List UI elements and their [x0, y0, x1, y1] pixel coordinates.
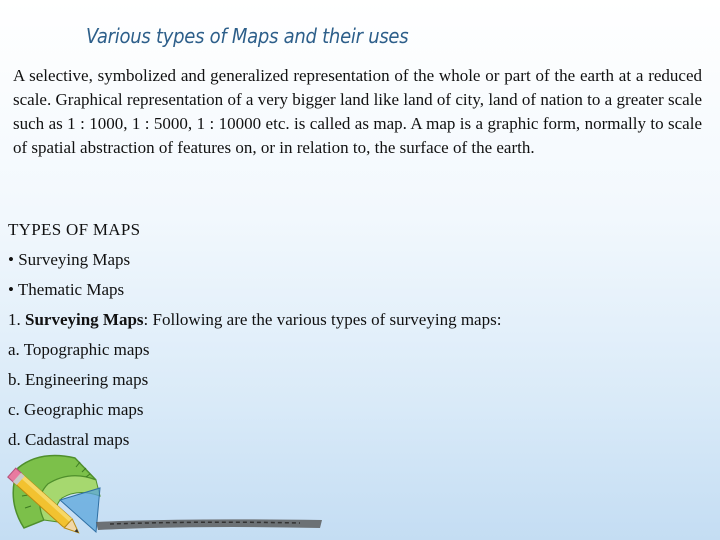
item-number: 1. — [8, 310, 25, 329]
surveying-maps-term: Surveying Maps — [25, 310, 144, 329]
sub-item-engineering: b. Engineering maps — [8, 370, 149, 389]
pencil-ruler-icon — [0, 448, 330, 540]
slide-title: Various types of Maps and their uses — [86, 24, 409, 48]
sub-item-cadastral: d. Cadastral maps — [8, 430, 130, 449]
intro-paragraph: A selective, symbolized and generalized representation of the whole or part of the earth at a reduced scale. Graphical representation of a very bigger land like land of city, land of nation to a greater scale such as 1 : 1000, 1 : 5000, 1 : 10000 etc. is called as map. A map is a graphic form, normally to scale of spatial abstraction of features on, or in relation to, the surface of the earth. — [13, 66, 702, 157]
surveying-maps-line — [8, 305, 708, 335]
map-types-list — [8, 215, 708, 455]
surveying-maps-description: : Following are the various types of surveying maps: — [143, 310, 502, 329]
sub-item-geographic: c. Geographic maps — [8, 400, 144, 419]
bullet-surveying-maps: • Surveying Maps — [8, 250, 131, 269]
bullet-thematic-maps: • Thematic Maps — [8, 280, 125, 299]
types-heading: TYPES OF MAPS — [8, 220, 141, 239]
sub-item-topographic: a. Topographic maps — [8, 340, 150, 359]
